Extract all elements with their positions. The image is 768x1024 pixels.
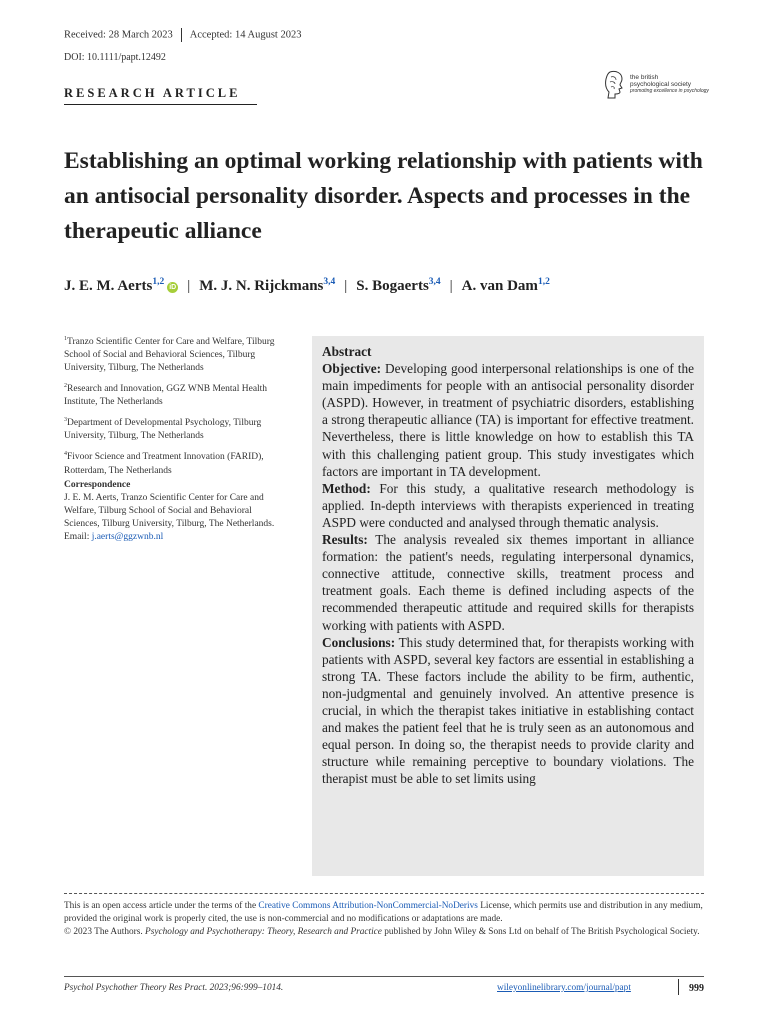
copyright-post: published by John Wiley & Sons Ltd on behalf of The British Psychological Society. xyxy=(381,927,700,937)
abstract-heading: Abstract xyxy=(322,344,372,359)
received-date: Received: 28 March 2023 xyxy=(64,29,173,41)
abstract-objective xyxy=(322,360,694,480)
author-affiliation-ref[interactable]: 1,2 xyxy=(152,277,165,287)
affiliation-number: 1 xyxy=(64,336,67,342)
society-tagline: promoting excellence in psychology xyxy=(630,88,709,94)
doi: DOI: 10.1111/papt.12492 xyxy=(64,52,166,63)
author-affiliation-ref[interactable]: 3,4 xyxy=(323,277,336,287)
society-name-line2: psychological society xyxy=(630,81,692,88)
journal-name: Psychology and Psychotherapy: Theory, Research and Practice xyxy=(145,927,382,937)
author-affiliation-ref[interactable]: 1,2 xyxy=(537,277,550,287)
license-link[interactable]: Creative Commons Attribution-NonCommercial-NoDerivs xyxy=(258,901,478,911)
society-logo xyxy=(604,70,714,104)
page-number: 999 xyxy=(689,983,704,994)
footnote-divider xyxy=(64,893,704,894)
footer-divider xyxy=(64,976,704,977)
author-name[interactable]: J. E. M. Aerts xyxy=(64,278,153,294)
affiliation-number: 4 xyxy=(64,451,67,458)
journal-citation: Psychol Psychother Theory Res Pract. 2023;96:999–1014. xyxy=(64,983,284,993)
affiliations xyxy=(64,333,289,483)
abstract-method xyxy=(322,480,694,531)
copyright-pre: © 2023 The Authors. xyxy=(64,927,146,937)
journal-url-link[interactable]: wileyonlinelibrary.com/journal/papt xyxy=(497,983,631,993)
page-number-separator xyxy=(678,979,679,995)
affiliation-text: Tranzo Scientific Center for Care and Welfare, Tilburg School of Social and Behavioral Sciences, Tilburg University, Tilburg, The Netherlands xyxy=(64,337,275,374)
meta-separator xyxy=(181,28,182,42)
abstract-box xyxy=(312,336,704,876)
affiliation-item xyxy=(64,414,289,443)
results-text: The analysis revealed six themes important in alliance formation: the patient's needs, regulating interpersonal dynamics, connective attitude, connective skills, treatment process and treatment goals. Each theme is defined including aspects of the recommended therapeutic attitude and required skills for therapists working with patients with ASPD. xyxy=(322,532,694,633)
affiliation-number: 2 xyxy=(64,383,67,390)
abstract-results xyxy=(322,531,694,634)
orcid-icon[interactable]: iD xyxy=(169,284,177,291)
accepted-date: Accepted: 14 August 2023 xyxy=(189,29,302,41)
correspondence-email xyxy=(64,531,289,544)
objective-text: Developing good interpersonal relationships is one of the main impediments for people with an antisocial personality disorder (ASPD). However, in treatment of psychiatric disorders, establishing a strong therapeutic alliance (TA) is important for effective treatment. Nevertheless, there is little knowledge on how to establish this TA with this challenging patient group. This study investigates which factors are important in TA development. xyxy=(322,361,695,479)
society-name-line1: the british xyxy=(630,74,659,81)
author-affiliation-ref[interactable]: 3,4 xyxy=(428,277,441,287)
correspondence-text: J. E. M. Aerts, Tranzo Scientific Center for Care and Welfare, Tilburg School of Social and Behavioral Sciences, Tilburg University, Tilburg, The Netherlands. xyxy=(64,493,275,529)
affiliation-item xyxy=(64,448,289,477)
license-pre: This is an open access article under the terms of the xyxy=(64,901,259,911)
copyright-text xyxy=(64,926,704,939)
abstract-conclusions xyxy=(322,634,694,788)
author-name[interactable]: S. Bogaerts xyxy=(356,278,429,294)
affiliation-number: 3 xyxy=(64,417,67,424)
received-accepted-dates xyxy=(64,28,301,42)
correspondence xyxy=(64,479,289,544)
author-name[interactable]: A. van Dam xyxy=(461,278,538,294)
license-text xyxy=(64,900,704,926)
correspondence-heading: Correspondence xyxy=(64,480,131,490)
affiliation-item xyxy=(64,333,289,375)
method-label: Method: xyxy=(322,480,371,496)
results-label: Results: xyxy=(322,532,368,548)
license-notice xyxy=(64,900,704,939)
conclusions-label: Conclusions: xyxy=(322,634,396,650)
author-separator: | xyxy=(344,278,348,294)
affiliation-text: Research and Innovation, GGZ WNB Mental Health Institute, The Netherlands xyxy=(64,384,268,408)
email-label: Email: xyxy=(64,532,90,542)
affiliation-text: Fivoor Science and Treatment Innovation (FARID), Rotterdam, The Netherlands xyxy=(64,452,264,476)
affiliation-item xyxy=(64,380,289,409)
objective-label: Objective: xyxy=(322,361,382,377)
license-post: License, which permits use and distribution in any medium, provided the original work is properly cited, the use is non-commercial and no modifications or adaptations are made. xyxy=(64,901,703,924)
bps-logo-icon xyxy=(604,70,626,100)
conclusions-text: This study determined that, for therapists working with patients with ASPD, several key factors are essential in establishing a strong TA. These factors include the ability to be firm, authentic, non-judgmental and genuinely involved. An attentive presence is crucial, in which the therapist takes initiative in establishing contact and makes the patient feel that he is truly seen as an autonomous and equal person. In doing so, the therapist needs to provide clarity and structure while remaining perceptive to boundary violations. The therapist must be able to set limits using xyxy=(322,634,694,787)
article-title: Establishing an optimal working relationship with patients with an antisocial personality disorder. Aspects and processes in the therapeutic alliance xyxy=(64,148,703,244)
section-underline xyxy=(64,104,257,105)
author-separator: | xyxy=(187,278,191,294)
author-separator: | xyxy=(449,278,453,294)
email-link[interactable]: j.aerts@ggzwnb.nl xyxy=(91,532,164,542)
method-text: For this study, a qualitative research methodology is applied. In-depth interviews with therapists experienced in treating ASPD were conducted and analysed through thematic analysis. xyxy=(322,480,694,530)
author-list xyxy=(64,277,550,295)
section-label: RESEARCH ARTICLE xyxy=(64,86,241,100)
author-name[interactable]: M. J. N. Rijckmans xyxy=(199,278,324,294)
affiliation-text: Department of Developmental Psychology, Tilburg University, Tilburg, The Netherlands xyxy=(64,418,262,442)
